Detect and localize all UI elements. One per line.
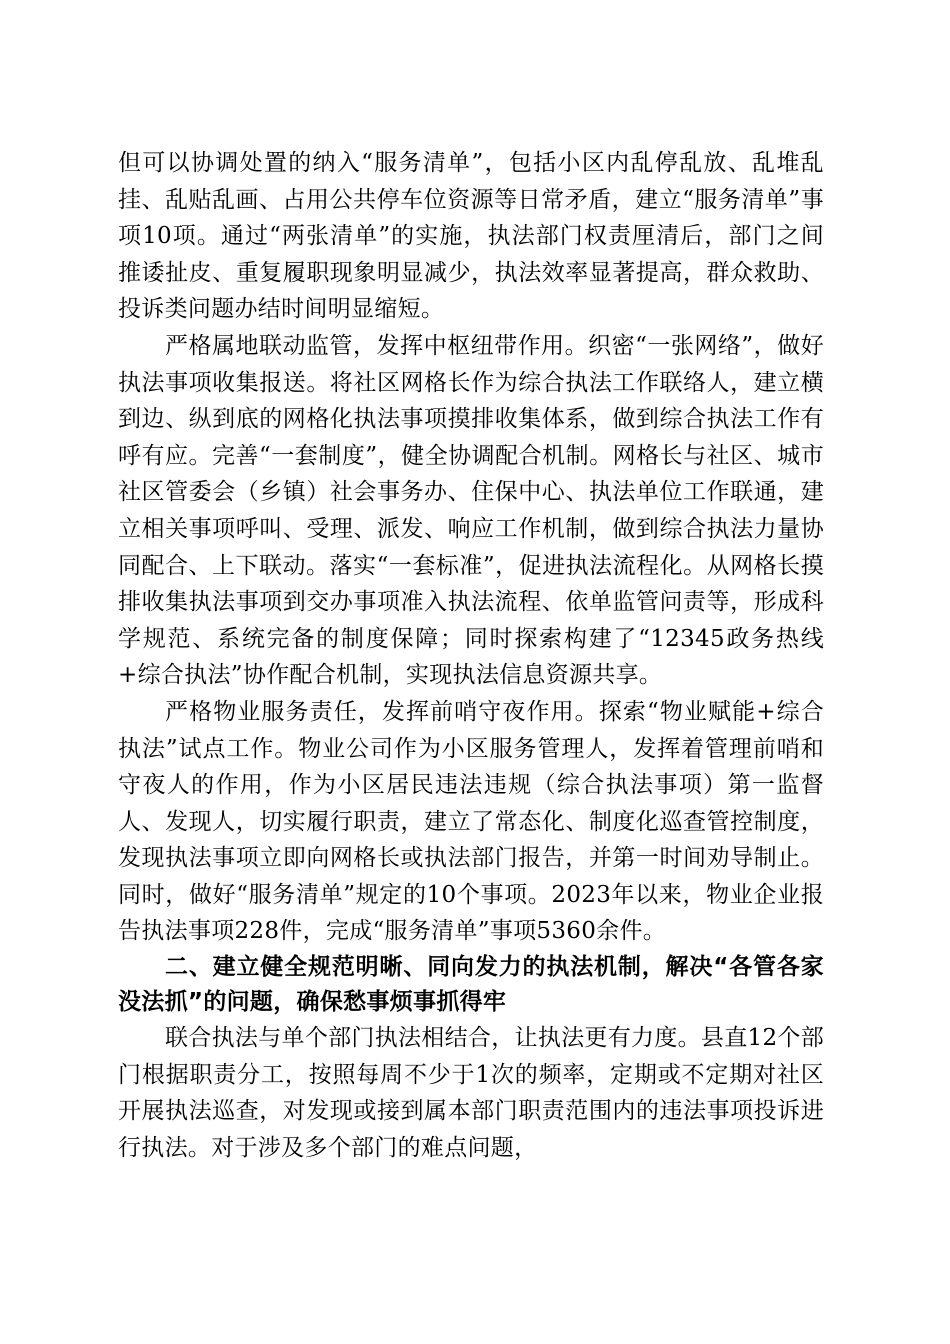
section-heading-two: 二、建立健全规范明晰、同向发力的执法机制，解决“各管各家没法抓”的问题，确保愁事烦事抓得牢 bbox=[118, 954, 824, 1016]
document-page bbox=[118, 145, 824, 1166]
paragraph-property-service: 严格物业服务责任，发挥前哨守夜作用。探索“物业赋能+综合执法”试点工作。物业公司作为小区服务管理人，发挥着管理前哨和守夜人的作用，作为小区居民违法违规（综合执法事项）第一监督人、发现人，切实履行职责，建立了常态化、制度化巡查管控制度，发现执法事项立即向网格长或执法部门报告，并第一时间劝导制止。同时，做好“服务清单”规定的10个事项。2023年以来，物业企业报告执法事项228件，完成“服务清单”事项5360余件。 bbox=[118, 698, 824, 945]
paragraph-territorial-supervision: 严格属地联动监管，发挥中枢纽带作用。织密“一张网络”，做好执法事项收集报送。将社区网格长作为综合执法工作联络人，建立横到边、纵到底的网格化执法事项摸排收集体系，做到综合执法工作有呼有应。完善“一套制度”，健全协调配合机制。网格长与社区、城市社区管委会（乡镇）社会事务办、住保中心、执法单位工作联通，建立相关事项呼叫、受理、派发、响应工作机制，做到综合执法力量协同配合、上下联动。落实“一套标准”，促进执法流程化。从网格长摸排收集执法事项到交办事项准入执法流程、依单监管问责等，形成科学规范、系统完备的制度保障；同时探索构建了“12345政务热线+综合执法”协作配合机制，实现执法信息资源共享。 bbox=[118, 332, 824, 689]
paragraph-continued-service-list: 但可以协调处置的纳入“服务清单”，包括小区内乱停乱放、乱堆乱挂、乱贴乱画、占用公共停车位资源等日常矛盾，建立“服务清单”事项10项。通过“两张清单”的实施，执法部门权责厘清后，部门之间推诿扯皮、重复履职现象明显减少，执法效率显著提高，群众救助、投诉类问题办结时间明显缩短。 bbox=[118, 150, 824, 323]
paragraph-joint-enforcement: 联合执法与单个部门执法相结合，让执法更有力度。县直12个部门根据职责分工，按照每周不少于1次的频率，定期或不定期对社区开展执法巡查，对发现或接到属本部门职责范围内的违法事项投诉进行执法。对于涉及多个部门的难点问题， bbox=[118, 1025, 824, 1161]
